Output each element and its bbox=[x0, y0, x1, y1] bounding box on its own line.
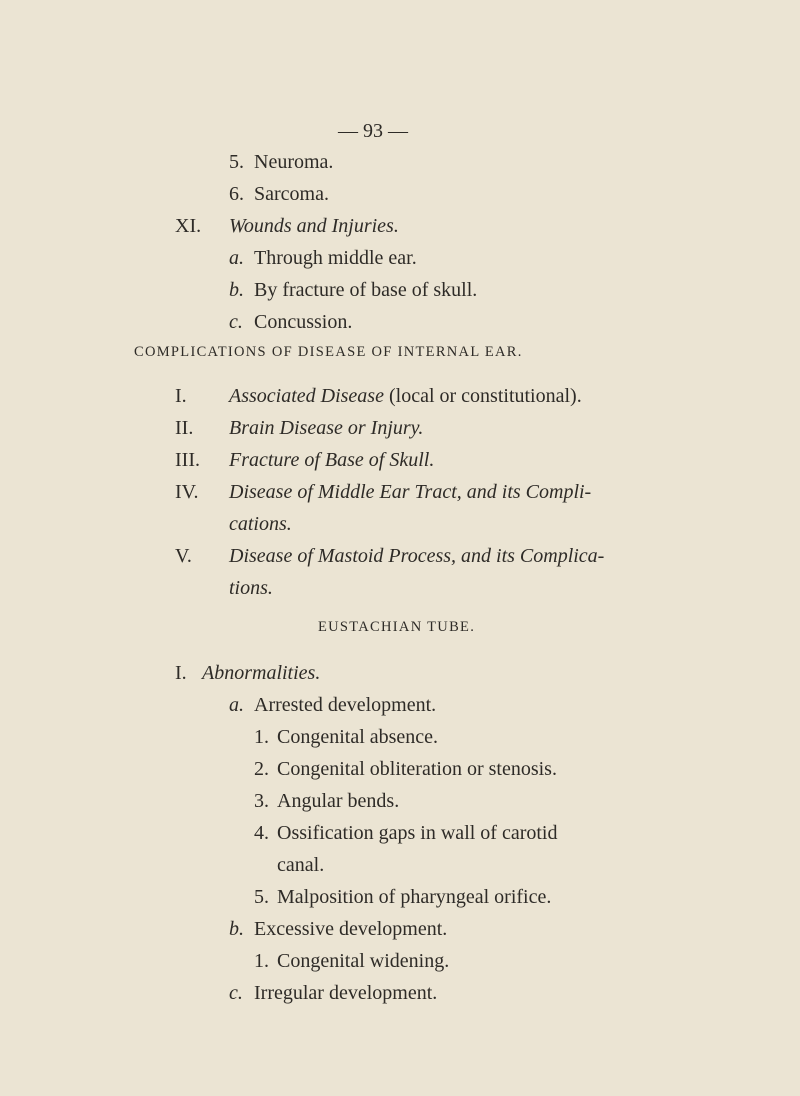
item-letter: c. bbox=[229, 311, 243, 333]
complications-heading: COMPLICATIONS OF DISEASE OF INTERNAL EAR. bbox=[134, 344, 523, 360]
section-number: I. bbox=[175, 662, 187, 684]
item-text: Congenital absence. bbox=[277, 726, 439, 748]
item-letter: a. bbox=[229, 694, 244, 716]
list-item bbox=[229, 916, 447, 942]
item-number: 3. bbox=[254, 790, 269, 812]
item-text: Excessive development. bbox=[254, 918, 448, 940]
eustachian-heading: EUSTACHIAN TUBE. bbox=[318, 619, 476, 635]
section-number: XI. bbox=[175, 215, 202, 237]
item-text: Sarcoma. bbox=[254, 183, 329, 205]
section-heading-abnormalities bbox=[175, 660, 320, 686]
list-item bbox=[229, 149, 333, 175]
list-item bbox=[175, 415, 423, 441]
item-number: III. bbox=[175, 449, 200, 471]
item-continuation: cations. bbox=[229, 513, 292, 535]
section-heading-xi bbox=[175, 213, 399, 239]
section-title: Wounds and Injuries. bbox=[229, 215, 399, 237]
item-number: V. bbox=[175, 545, 192, 567]
item-number: 2. bbox=[254, 758, 269, 780]
list-item bbox=[229, 309, 352, 335]
item-number: 6. bbox=[229, 183, 244, 205]
list-item bbox=[175, 383, 582, 409]
item-text: Concussion. bbox=[254, 311, 353, 333]
list-item bbox=[229, 245, 417, 271]
item-title: Disease of Middle Ear Tract, and its Compli- bbox=[229, 481, 592, 503]
item-letter: b. bbox=[229, 918, 244, 940]
list-item bbox=[175, 543, 604, 569]
item-title: Disease of Mastoid Process, and its Complica- bbox=[229, 545, 605, 567]
item-text: Angular bends. bbox=[277, 790, 400, 812]
item-title: Brain Disease or Injury. bbox=[229, 417, 424, 439]
list-item bbox=[229, 980, 437, 1006]
item-number: 5. bbox=[254, 886, 269, 908]
item-text: Congenital widening. bbox=[277, 950, 450, 972]
list-item bbox=[229, 181, 329, 207]
item-number: II. bbox=[175, 417, 194, 439]
list-item bbox=[175, 447, 434, 473]
section-title: Abnormalities. bbox=[202, 662, 321, 684]
item-text: Through middle ear. bbox=[254, 247, 417, 269]
list-item bbox=[254, 756, 557, 782]
item-title: Associated Disease bbox=[229, 385, 384, 407]
item-continuation: canal. bbox=[277, 854, 325, 876]
list-item bbox=[254, 724, 438, 750]
list-item bbox=[229, 277, 477, 303]
item-number: 1. bbox=[254, 950, 269, 972]
item-letter: a. bbox=[229, 247, 244, 269]
item-number: 5. bbox=[229, 151, 244, 173]
item-title: Fracture of Base of Skull. bbox=[229, 449, 435, 471]
item-number: IV. bbox=[175, 481, 199, 503]
item-text: Irregular development. bbox=[254, 982, 438, 1004]
page-number: — 93 — bbox=[338, 120, 408, 142]
item-number: I. bbox=[175, 385, 187, 407]
item-continuation: tions. bbox=[229, 577, 273, 599]
item-text: (local or constitutional). bbox=[383, 385, 582, 407]
item-text: Congenital obliteration or stenosis. bbox=[277, 758, 557, 780]
list-item bbox=[254, 788, 399, 814]
item-number: 1. bbox=[254, 726, 269, 748]
item-letter: c. bbox=[229, 982, 243, 1004]
item-text: By fracture of base of skull. bbox=[254, 279, 478, 301]
item-text: Arrested development. bbox=[254, 694, 437, 716]
item-text: Ossification gaps in wall of carotid bbox=[277, 822, 558, 844]
list-item bbox=[254, 884, 551, 910]
item-text: Neuroma. bbox=[254, 151, 334, 173]
item-letter: b. bbox=[229, 279, 244, 301]
item-number: 4. bbox=[254, 822, 269, 844]
list-item bbox=[175, 479, 591, 505]
list-item bbox=[254, 820, 558, 846]
list-item bbox=[254, 948, 449, 974]
list-item bbox=[229, 692, 436, 718]
item-text: Malposition of pharyngeal orifice. bbox=[277, 886, 552, 908]
